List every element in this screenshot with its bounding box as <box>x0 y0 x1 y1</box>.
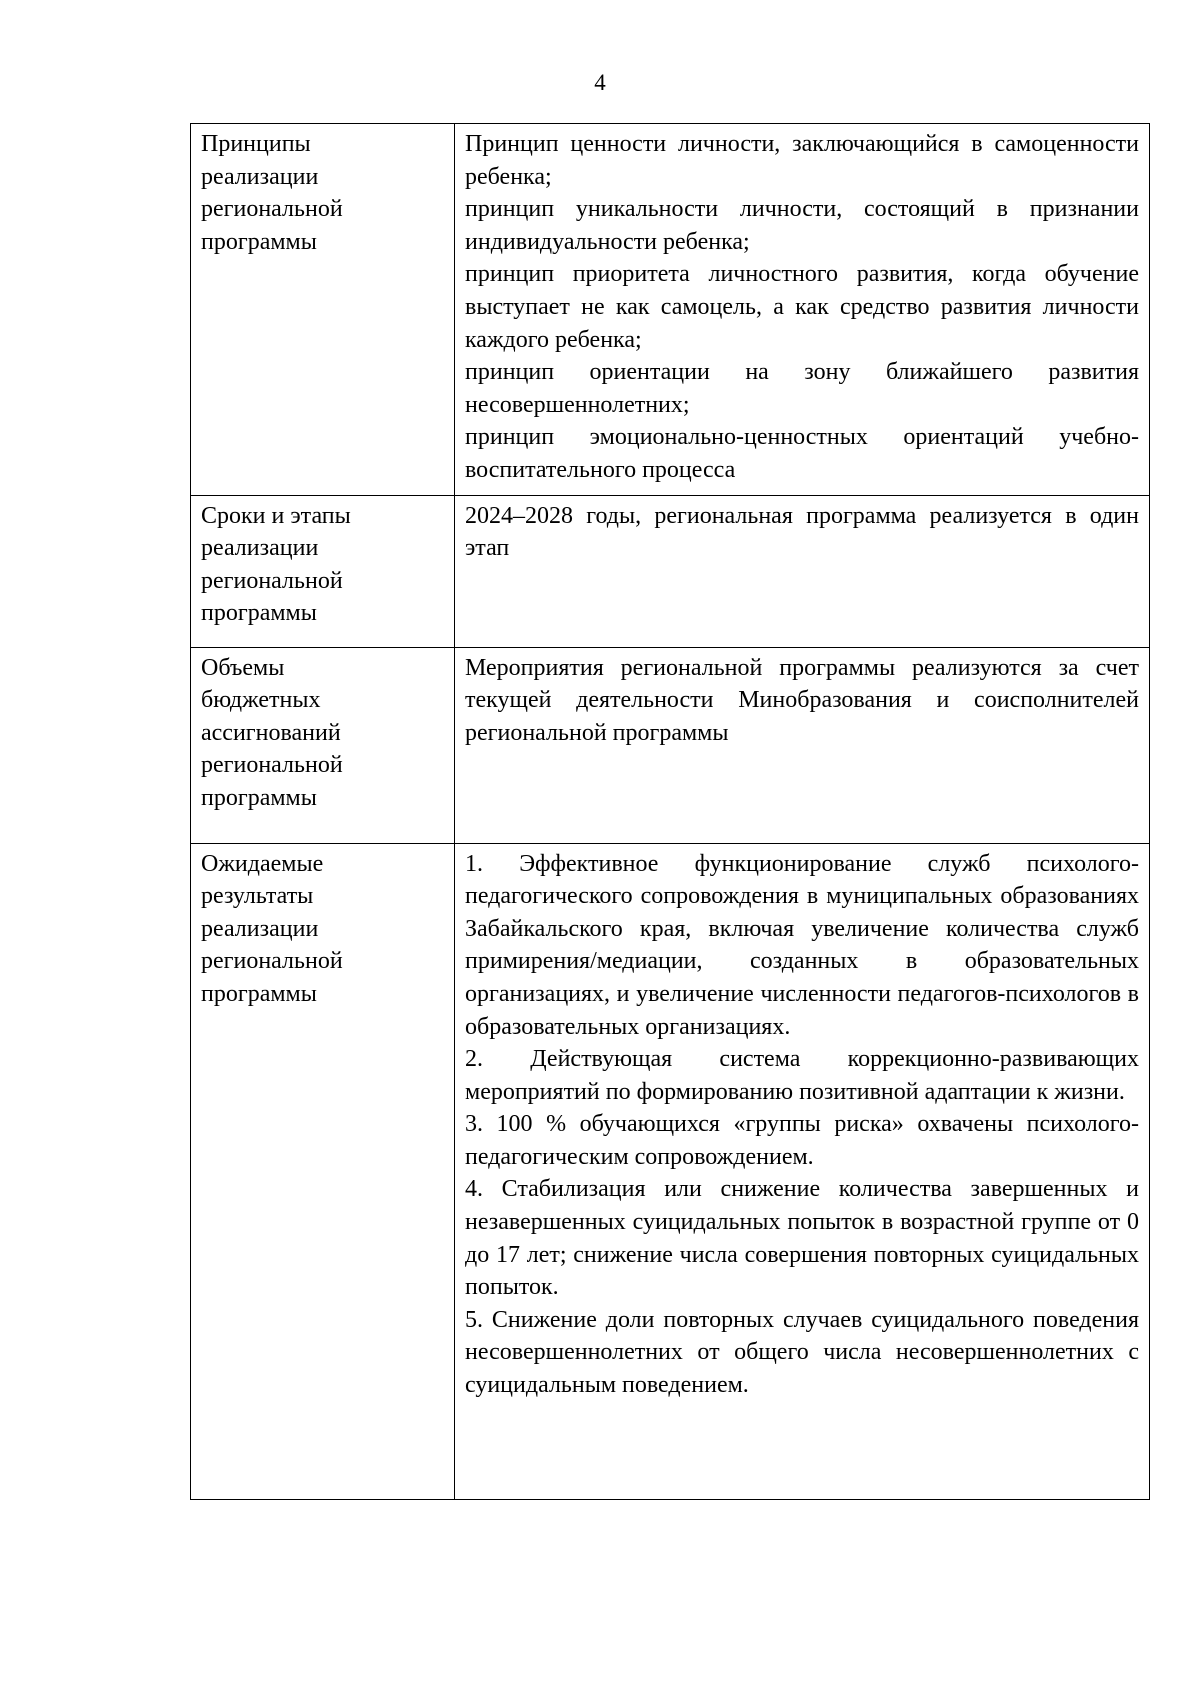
paragraph: принцип эмоционально-ценностных ориентаций учебно-воспитательного процесса <box>465 424 1139 483</box>
paragraph: 1. Эффективное функционирование служб психолого-педагогического сопровождения в муниципальных образованиях Забайкальского края, включая увеличение количества служб примирения/медиации, созданных в образовательных организациях, и увеличение численности педагогов-психологов в образовательных организациях. <box>465 850 1139 1040</box>
table-row <box>191 124 1150 496</box>
paragraph: 2024–2028 годы, региональная программа реализуется в один этап <box>465 502 1139 562</box>
row-value-cell <box>455 647 1150 843</box>
paragraph: 3. 100 % обучающихся «группы риска» охвачены психолого-педагогическим сопровождением. <box>465 1111 1139 1170</box>
paragraph: 4. Стабилизация или снижение количества завершенных и незавершенных суицидальных попыток в возрастной группе от 0 до 17 лет; снижение числа совершения повторных суицидальных попыток. <box>465 1176 1139 1301</box>
paragraph: Мероприятия региональной программы реализуются за счет текущей деятельности Минобразования и соисполнителей региональной программы <box>465 654 1139 746</box>
row-label-cell <box>191 495 455 647</box>
row-label-cell <box>191 843 455 1499</box>
row-label-cell <box>191 124 455 496</box>
row-label: Сроки и этапы реализации региональной программы <box>201 502 351 627</box>
paragraph: принцип приоритета личностного развития, когда обучение выступает не как самоцель, а как средство развития личности каждого ребенка; <box>465 261 1139 353</box>
paragraph: принцип ориентации на зону ближайшего развития несовершеннолетних; <box>465 359 1139 418</box>
row-value-cell <box>455 124 1150 496</box>
row-label: Ожидаемые результаты реализации региональной программы <box>201 850 343 1007</box>
row-value-cell <box>455 495 1150 647</box>
paragraph: 2. Действующая система коррекционно-развивающих мероприятий по формированию позитивной адаптации к жизни. <box>465 1046 1139 1105</box>
paragraph: Принцип ценности личности, заключающийся в самоценности ребенка; <box>465 131 1139 190</box>
row-label: Объемы бюджетных ассигнований региональной программы <box>201 654 343 811</box>
row-label-cell <box>191 647 455 843</box>
row-value-cell <box>455 843 1150 1499</box>
passport-table <box>190 123 1150 1500</box>
row-label: Принципы реализации региональной программы <box>201 131 343 255</box>
paragraph: принцип уникальности личности, состоящий в признании индивидуальности ребенка; <box>465 196 1139 255</box>
table-row <box>191 843 1150 1499</box>
paragraph: 5. Снижение доли повторных случаев суицидального поведения несовершеннолетних от общего числа несовершеннолетних с суицидальным поведением. <box>465 1306 1139 1399</box>
table-row <box>191 647 1150 843</box>
page-number: 4 <box>594 70 606 95</box>
table-row <box>191 495 1150 647</box>
